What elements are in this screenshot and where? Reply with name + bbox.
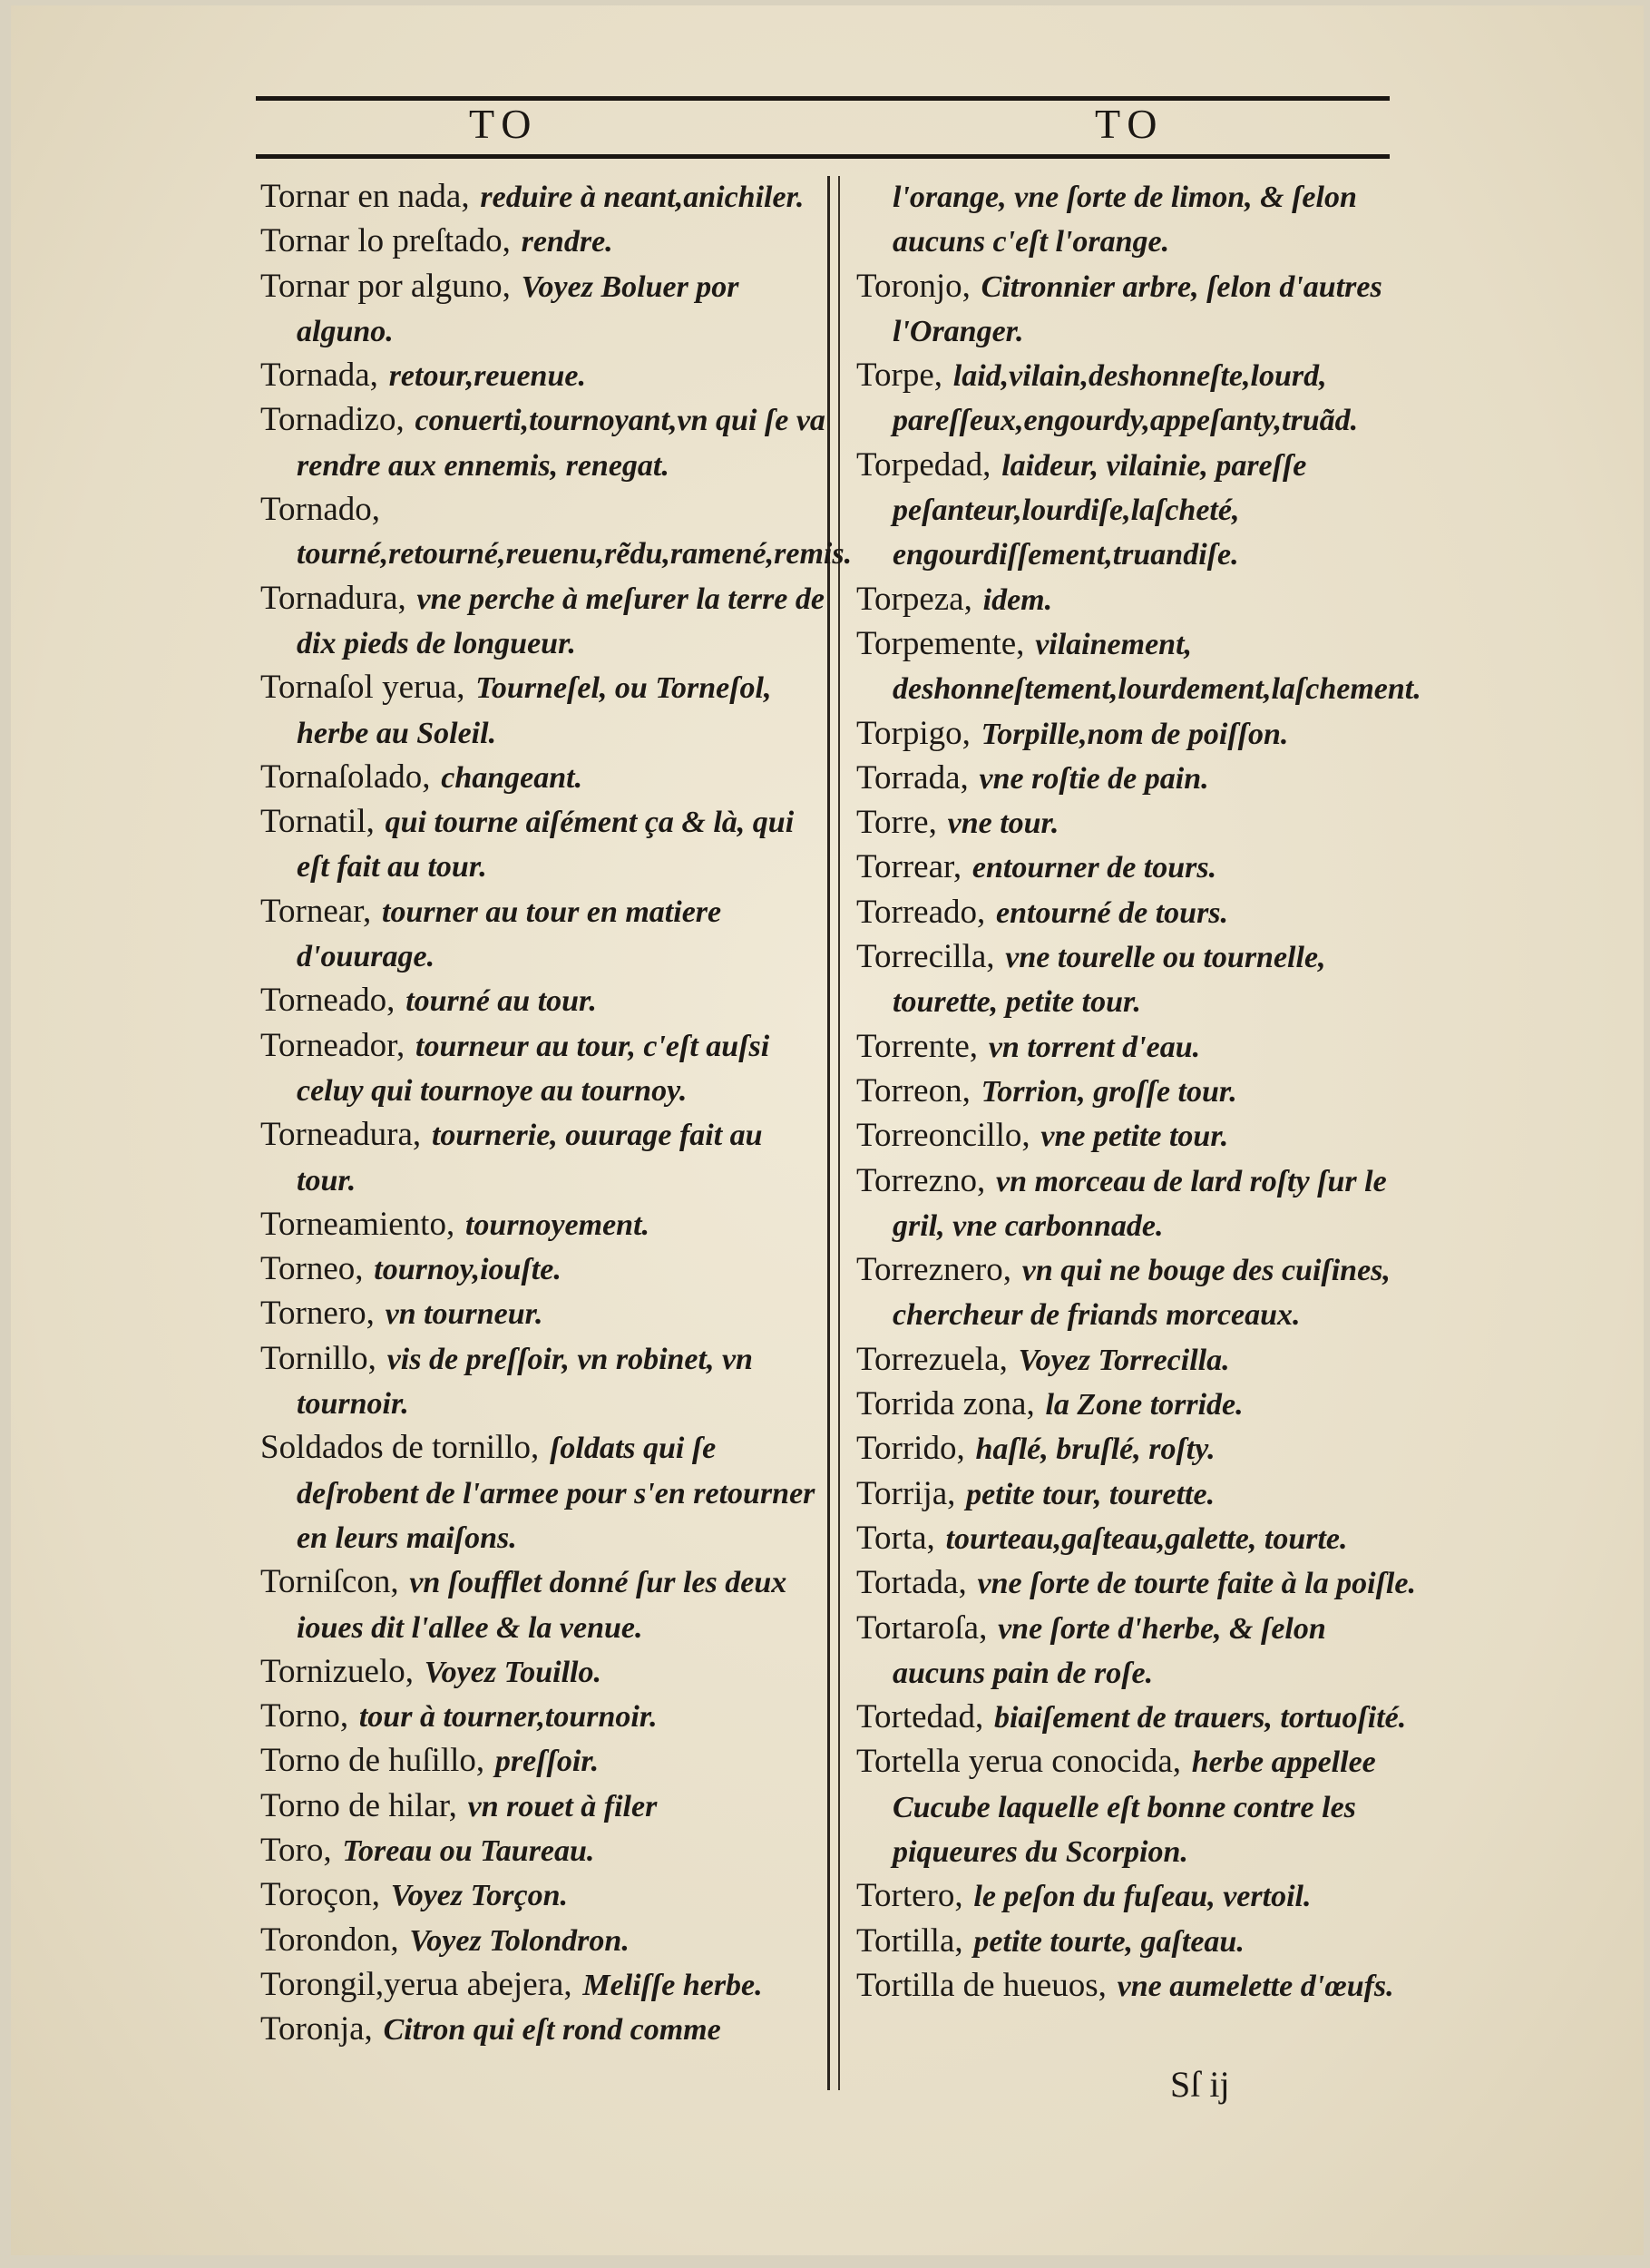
entry-definition: Voyez Touillo.: [424, 1655, 601, 1689]
entry-definition: Voyez Tolondron.: [409, 1923, 630, 1958]
entry-definition: tourné au tour.: [405, 984, 597, 1019]
dictionary-entry: [260, 799, 827, 889]
entry-definition: Tourneſel, ou Torneſol, herbe au Soleil.: [297, 671, 772, 750]
entry-headword: Torno de hilar,: [260, 1786, 457, 1824]
entry-headword: Torpeza,: [856, 580, 972, 618]
entry-headword: Tornillo,: [260, 1339, 376, 1377]
entry-headword: Torneamiento,: [260, 1205, 455, 1243]
entry-definition: tourteau,gaſteau,galette, tourte.: [945, 1521, 1348, 1556]
dictionary-entry: [856, 1426, 1419, 1471]
left-column: [260, 174, 853, 2051]
entry-definition: tournoy,iouſte.: [374, 1253, 561, 1287]
entry-headword: Tornado,: [260, 491, 381, 529]
entry-headword: Torre,: [856, 804, 937, 842]
entry-definition: changeant.: [441, 760, 583, 795]
entry-headword: Tortilla de hueuos,: [856, 1966, 1107, 2004]
entry-headword: Tornaſol yerua,: [260, 669, 465, 707]
dictionary-entry: [260, 1872, 827, 1917]
signature-mark: Sſ ij: [1170, 2064, 1230, 2105]
entry-definition: petite tour, tourette.: [966, 1477, 1216, 1511]
entry-definition: retour,reuenue.: [388, 359, 586, 394]
entry-definition: petite tourte, gaſteau.: [973, 1924, 1245, 1959]
entry-headword: Tortella yerua conocida,: [856, 1743, 1181, 1781]
dictionary-entry: [856, 1695, 1419, 1739]
dictionary-entry: [856, 1739, 1419, 1873]
entry-headword: Torondon,: [260, 1921, 399, 1959]
entry-headword: Torrear,: [856, 848, 962, 886]
entry-headword: Toronjo,: [856, 267, 971, 305]
dictionary-entry: [260, 174, 827, 219]
dictionary-entry: [260, 1559, 827, 1649]
entry-definition: vn rouet à filer: [467, 1789, 658, 1823]
entry-definition: vn qui ne bouge des cuiſines, chercheur de friands morceaux.: [893, 1254, 1391, 1333]
entry-headword: Torreoncillo,: [856, 1117, 1030, 1155]
entry-definition: le peſon du fuſeau, vertoil.: [973, 1880, 1312, 1914]
entry-definition: tourner au tour en matiere d'ouurage.: [297, 894, 722, 974]
dictionary-entry: [260, 889, 827, 979]
entry-definition: Meliſſe herbe.: [582, 1968, 763, 2002]
entry-definition: entourner de tours.: [971, 851, 1217, 885]
dictionary-entry: [260, 1336, 827, 1426]
entry-headword: Torneo,: [260, 1250, 364, 1288]
entry-definition: vne ſorte d'herbe, & ſelon aucuns pain de roſe.: [893, 1611, 1326, 1690]
dictionary-entry: [856, 1158, 1419, 1248]
dictionary-entry: [856, 1024, 1419, 1069]
dictionary-entry: [856, 1606, 1419, 1696]
dictionary-entry: [260, 487, 853, 576]
dictionary-entry: [260, 219, 827, 263]
entry-definition: Voyez Boluer por alguno.: [297, 269, 739, 348]
dictionary-entry: [856, 443, 1419, 577]
continued-entry: [856, 174, 1419, 264]
page: [11, 5, 1644, 2255]
dictionary-entry: [856, 1919, 1419, 1963]
entry-headword: Torreado,: [856, 893, 986, 931]
dictionary-entry: [856, 1963, 1419, 2008]
dictionary-entry: [856, 264, 1419, 354]
entry-headword: Tornizuelo,: [260, 1652, 414, 1690]
entry-definition: reduire à neant,anichiler.: [480, 181, 805, 214]
entry-headword: Tortilla,: [856, 1921, 963, 1960]
dictionary-entry: [260, 665, 827, 755]
entry-headword: Torongil,yerua abejera,: [260, 1965, 572, 2003]
entry-headword: Torno,: [260, 1697, 349, 1735]
entry-definition: vne ſorte de tourte faite à la poiſle.: [977, 1567, 1416, 1601]
entry-headword: Torpedad,: [856, 445, 991, 484]
entry-headword: Torneadura,: [260, 1116, 422, 1154]
dictionary-entry: [856, 353, 1419, 443]
entry-definition: conuerti,tournoyant,vn qui ſe va rendre aux ennemis, renegat.: [297, 404, 825, 483]
entry-definition: Citronnier arbre, ſelon d'autres l'Oranger.: [893, 269, 1382, 348]
entry-definition: tournoyement.: [464, 1207, 650, 1242]
entry-definition: ſoldats qui ſe deſrobent de l'armee pour s'en retourner en leurs maiſons.: [297, 1432, 815, 1555]
entry-headword: Torrida zona,: [856, 1385, 1035, 1423]
dictionary-entry: [856, 800, 1419, 845]
entry-headword: Torno de huſillo,: [260, 1742, 485, 1780]
entry-definition: entourné de tours.: [996, 895, 1229, 930]
dictionary-entry: [856, 1560, 1419, 1605]
entry-headword: Tornadura,: [260, 579, 406, 617]
dictionary-entry: [260, 397, 827, 487]
entry-headword: Torreon,: [856, 1071, 971, 1110]
entry-headword: Soldados de tornillo,: [260, 1429, 540, 1467]
dictionary-entry: [260, 1962, 827, 2007]
entry-definition: haſlé, bruſlé, roſty.: [975, 1432, 1216, 1467]
dictionary-entry: [260, 755, 827, 799]
entry-definition: preſſoir.: [494, 1745, 600, 1779]
entry-headword: Torrada,: [856, 758, 969, 797]
dictionary-entry: [260, 1784, 827, 1828]
entry-definition: vn morceau de lard roſty ſur le gril, vne carbonnade.: [893, 1164, 1387, 1243]
entry-definition: Toreau ou Taureau.: [342, 1833, 595, 1868]
entry-headword: Tornaſolado,: [260, 758, 431, 796]
entry-definition: vne aumelette d'œufs.: [1117, 1969, 1394, 2003]
entry-headword: Torreznero,: [856, 1251, 1011, 1289]
entry-definition: idem.: [982, 582, 1053, 617]
top-rule: [256, 96, 1390, 101]
entry-definition: vne tourelle ou tournelle, tourette, petite tour.: [893, 941, 1326, 1020]
entry-headword: Torta,: [856, 1519, 935, 1557]
entry-definition: herbe appellee Cucube laquelle eſt bonne contre les piqueures du Scorpion.: [893, 1745, 1376, 1869]
dictionary-entry: [856, 1069, 1419, 1113]
entry-headword: Toro,: [260, 1831, 332, 1869]
entry-headword: Torniſcon,: [260, 1563, 399, 1601]
entry-headword: Tortada,: [856, 1564, 967, 1602]
dictionary-entry: [260, 1291, 827, 1335]
dictionary-entry: [260, 2007, 827, 2051]
dictionary-entry: [260, 1649, 827, 1694]
dictionary-entry: [260, 1023, 827, 1113]
dictionary-entry: [856, 1337, 1419, 1382]
dictionary-entry: [856, 890, 1419, 934]
dictionary-entry: [260, 1202, 827, 1246]
entry-headword: Tornadizo,: [260, 401, 405, 439]
entry-headword: Tornero,: [260, 1295, 375, 1333]
entry-headword: Torrezuela,: [856, 1340, 1008, 1378]
entry-headword: Toroçon,: [260, 1876, 381, 1914]
entry-headword: Torpemente,: [856, 624, 1025, 662]
entry-definition: vne roſtie de pain.: [979, 761, 1209, 796]
entry-headword: Tornar en nada,: [260, 178, 470, 215]
dictionary-entry: [856, 845, 1419, 889]
entry-headword: Tornear,: [260, 892, 372, 930]
dictionary-entry: [260, 353, 827, 397]
dictionary-entry: [260, 1738, 827, 1783]
dictionary-entry: [856, 1382, 1419, 1426]
entry-headword: Tornar por alguno,: [260, 267, 511, 305]
entry-definition: vilainement, deshonneſtement,lourdement,laſchement.: [893, 627, 1421, 707]
column-divider: [827, 176, 830, 2090]
dictionary-entry: [260, 576, 827, 666]
header-rule: [256, 154, 1390, 159]
entry-definition: Torpille,nom de poiſſon.: [981, 717, 1289, 751]
entry-definition: la Zone torride.: [1045, 1388, 1244, 1422]
entry-definition: tournerie, ouurage fait au tour.: [297, 1119, 763, 1198]
entry-definition: qui tourne aiſément ça & là, qui eſt fait au tour.: [297, 806, 795, 885]
entry-headword: Toronja,: [260, 2010, 373, 2048]
entry-definition: Citron qui eſt rond comme: [383, 2013, 721, 2048]
dictionary-entry: [856, 1113, 1419, 1158]
dictionary-entry: [856, 1247, 1419, 1337]
running-head-right: TO: [1095, 101, 1165, 147]
dictionary-entry: [260, 1828, 827, 1872]
entry-headword: Torneado,: [260, 982, 395, 1020]
entry-headword: Tortero,: [856, 1877, 963, 1915]
entry-definition: l'orange, vne ſorte de limon, & ſelon aucuns c'eſt l'orange.: [893, 181, 1357, 259]
entry-headword: Torrente,: [856, 1027, 979, 1065]
column-divider-inner: [838, 176, 840, 2090]
entry-definition: vn torrent d'eau.: [988, 1030, 1201, 1064]
dictionary-entry: [856, 621, 1419, 711]
dictionary-entry: [260, 978, 827, 1022]
entry-definition: vn ſoufflet donné ſur les deux ioues dit l'allee & la venue.: [297, 1566, 787, 1645]
dictionary-entry: [260, 1694, 827, 1738]
dictionary-entry: [260, 1918, 827, 1962]
entry-definition: Voyez Torrecilla.: [1018, 1343, 1230, 1377]
running-head-left: TO: [469, 101, 539, 147]
dictionary-entry: [260, 1112, 827, 1202]
dictionary-entry: [856, 756, 1419, 800]
entry-definition: vis de preſſoir, vn robinet, vn tournoir.: [297, 1342, 753, 1422]
entry-headword: Torpe,: [856, 357, 943, 395]
dictionary-entry: [856, 1516, 1419, 1560]
entry-definition: vne perche à meſurer la terre de dix pieds de longueur.: [297, 582, 825, 660]
dictionary-entry: [856, 1873, 1419, 1918]
entry-definition: Voyez Torçon.: [390, 1879, 568, 1913]
right-entries: [856, 264, 1419, 2009]
entry-headword: Tornar lo preſtado,: [260, 222, 511, 260]
entry-definition: vn tourneur.: [385, 1297, 543, 1332]
entry-definition: biaiſement de trauers, tortuoſité.: [993, 1701, 1407, 1735]
entry-definition: laid,vilain,deshonneſte,lourd, pareſſeux,engourdy,appeſanty,truãd.: [893, 359, 1359, 438]
entry-headword: Tortaroſa,: [856, 1608, 988, 1647]
entry-headword: Torneador,: [260, 1026, 405, 1064]
entry-headword: Torrija,: [856, 1474, 956, 1512]
entry-definition: tourné,retourné,reuenu,rẽdu,ramené,remis.: [297, 537, 853, 572]
entry-headword: Torpigo,: [856, 714, 971, 752]
entry-definition: tour à tourner,tournoir.: [358, 1700, 658, 1735]
entry-headword: Torrezno,: [856, 1161, 986, 1199]
entry-definition: tourneur au tour, c'eſt auſsi celuy qui tournoye au tournoy.: [297, 1029, 770, 1108]
entry-headword: Torrido,: [856, 1430, 965, 1468]
dictionary-entry: [260, 1246, 827, 1291]
entry-definition: rendre.: [521, 225, 613, 259]
entry-headword: Torrecilla,: [856, 938, 995, 976]
dictionary-entry: [856, 711, 1419, 756]
entry-definition: vne petite tour.: [1040, 1119, 1229, 1154]
entry-definition: laideur, vilainie, pareſſe peſanteur,lourdiſe,laſcheté, engourdiſſement,truandiſe.: [893, 448, 1307, 572]
right-column: [856, 174, 1419, 2008]
entry-headword: Tornada,: [260, 357, 378, 395]
dictionary-entry: [856, 934, 1419, 1024]
entry-headword: Tortedad,: [856, 1698, 984, 1736]
dictionary-entry: [856, 577, 1419, 621]
dictionary-entry: [260, 1425, 827, 1559]
entry-definition: Torrion, groſſe tour.: [981, 1074, 1237, 1109]
entry-definition: vne tour.: [947, 807, 1059, 841]
dictionary-entry: [856, 1471, 1419, 1516]
entry-headword: Tornatil,: [260, 803, 375, 841]
dictionary-entry: [260, 264, 827, 354]
